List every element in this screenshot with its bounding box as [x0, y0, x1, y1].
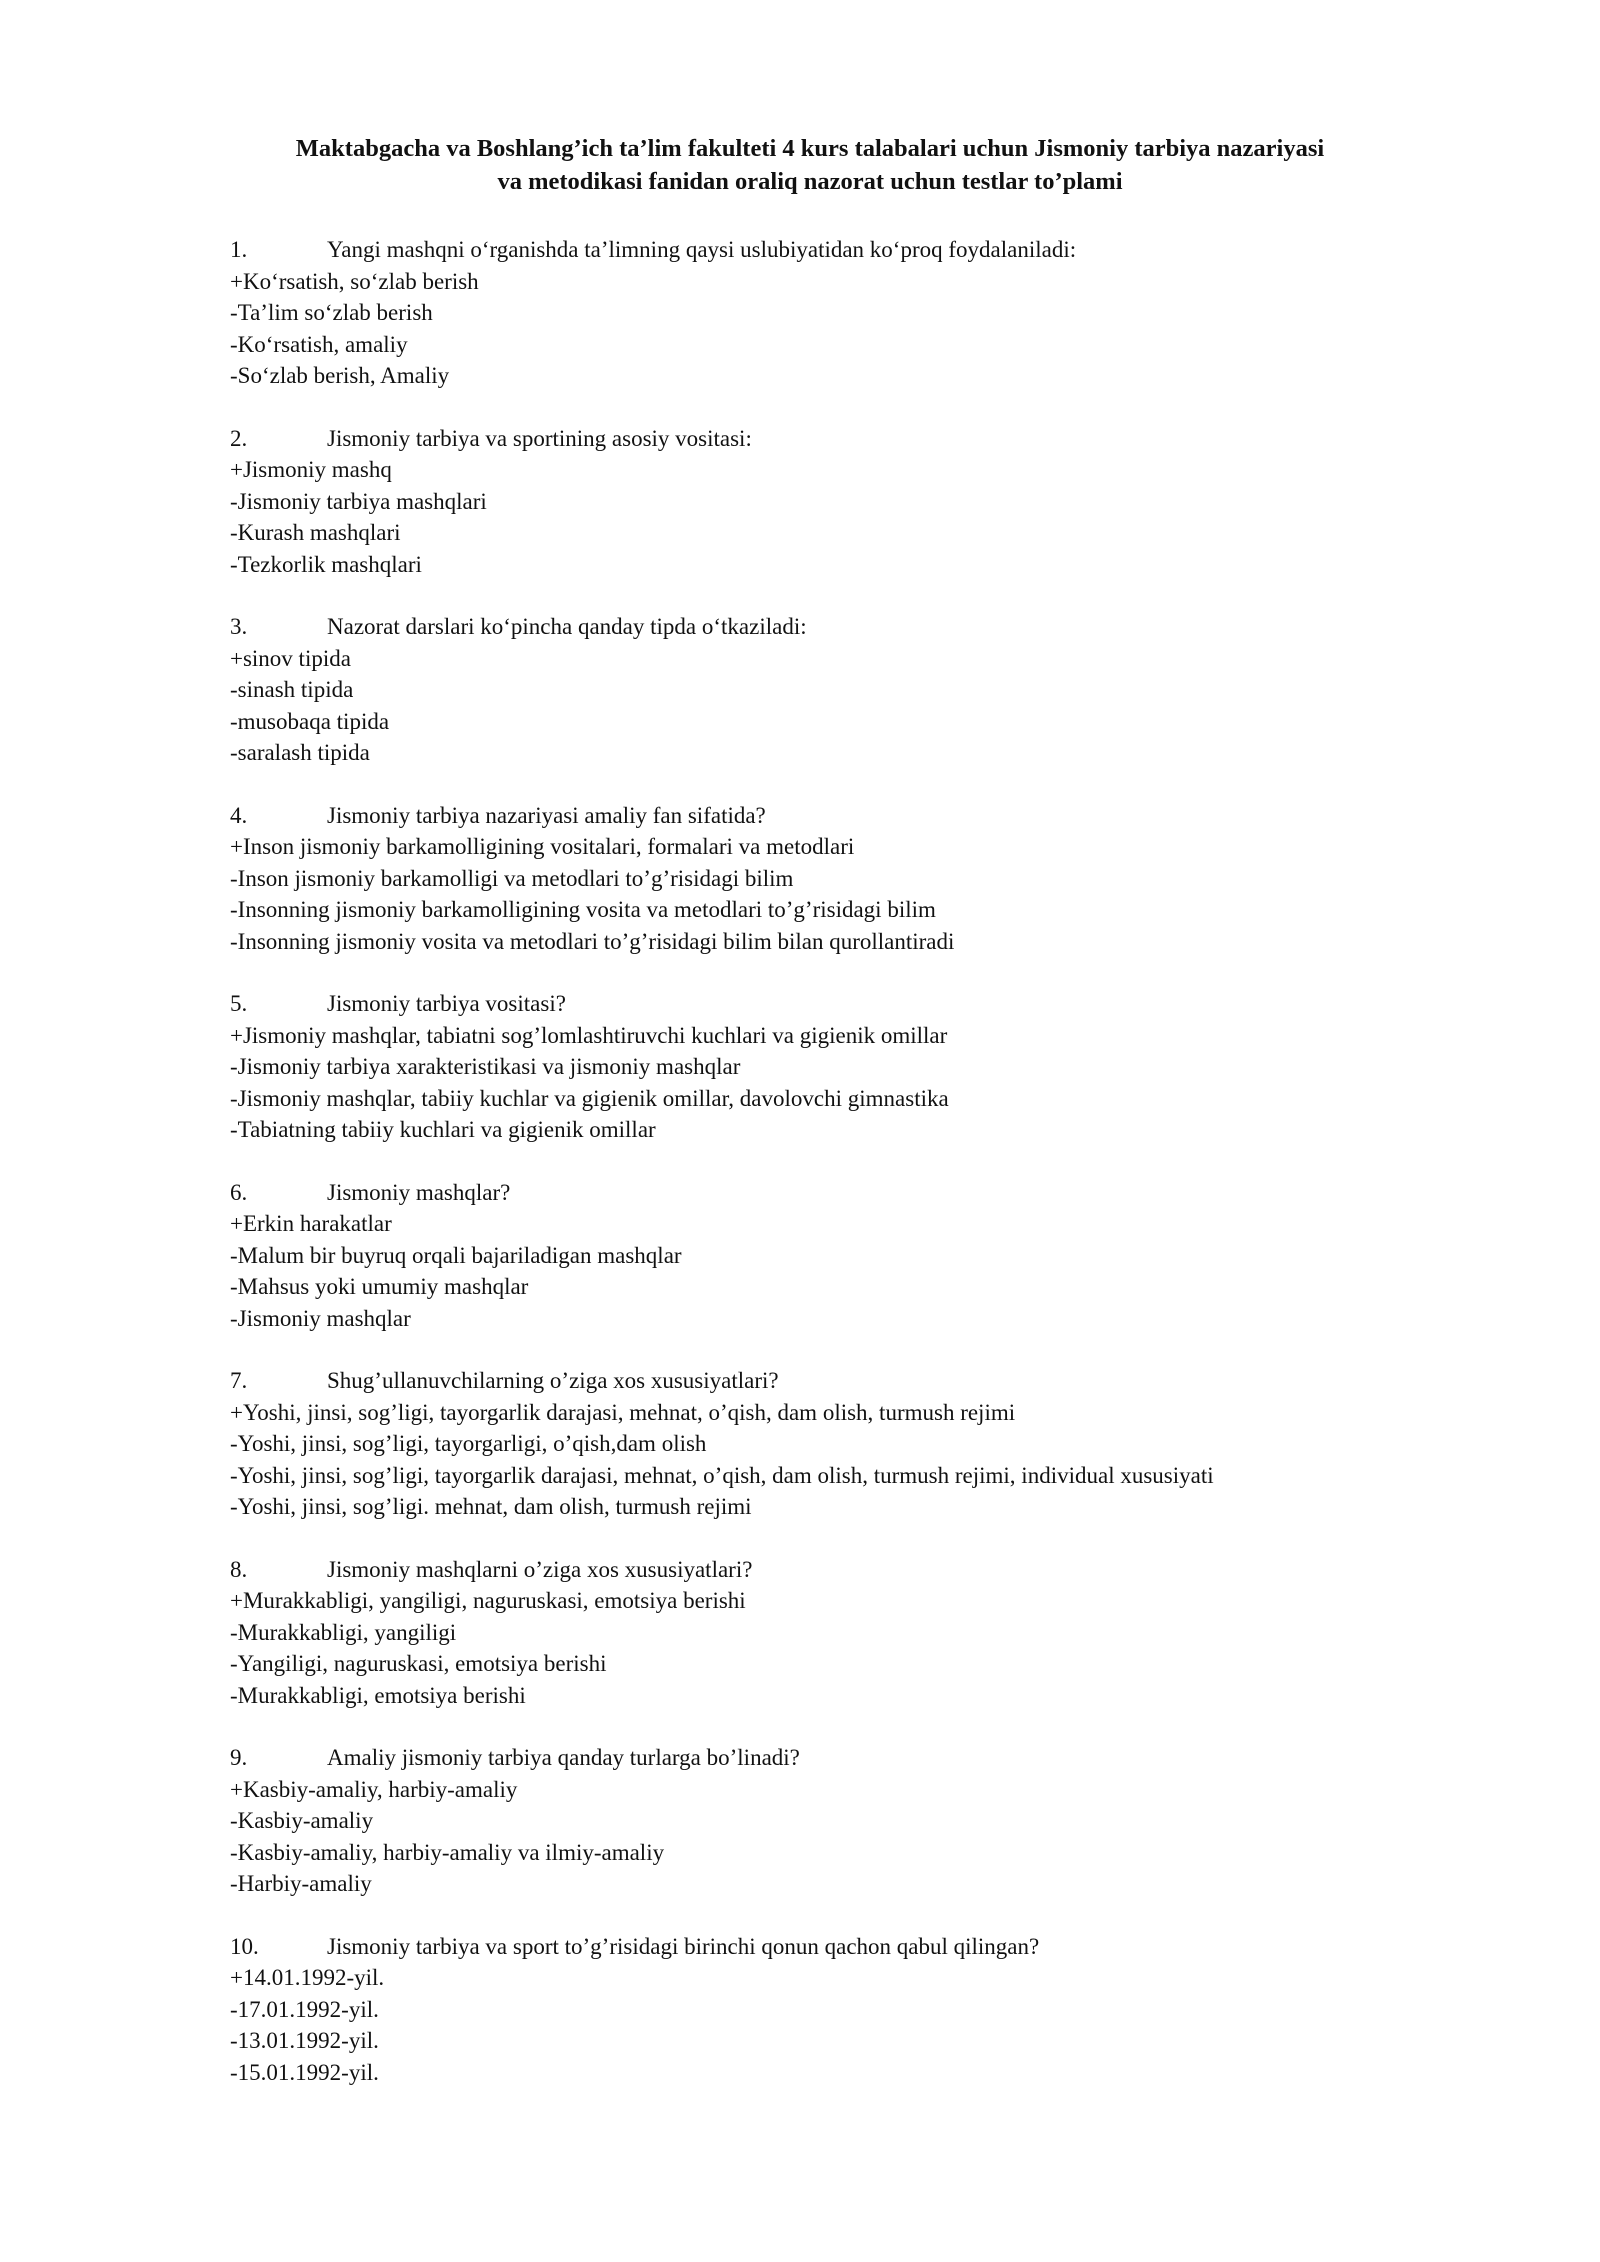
- answer-option: +Inson jismoniy barkamolligining vositalari, formalari va metodlari: [230, 834, 855, 859]
- answer-option: -Mahsus yoki umumiy mashqlar: [230, 1274, 529, 1299]
- question-number: 1.: [230, 237, 248, 262]
- question-number: 9.: [230, 1745, 248, 1770]
- question-text: Nazorat darslari ko‘pincha qanday tipda o‘tkaziladi:: [327, 614, 807, 639]
- answer-option: +14.01.1992-yil.: [230, 1965, 385, 1990]
- question-text: Jismoniy tarbiya va sportining asosiy vositasi:: [327, 425, 752, 451]
- question-list: [230, 234, 1490, 2119]
- answer-option: -Jismoniy mashqlar: [230, 1305, 411, 1331]
- answer-option: -Kurash mashqlari: [230, 520, 401, 545]
- question-number: 5.: [230, 991, 248, 1016]
- answer-option: -Malum bir buyruq orqali bajariladigan mashqlar: [230, 1242, 682, 1268]
- question-item: [230, 1554, 1490, 1712]
- question-text: Amaliy jismoniy tarbiya qanday turlarga bo’linadi?: [327, 1745, 800, 1770]
- answer-option: +Kasbiy-amaliy, harbiy-amaliy: [230, 1776, 518, 1802]
- question-header: [230, 1365, 1490, 1397]
- answer-option: +Jismoniy mashq: [230, 457, 392, 482]
- question-item: [230, 800, 1490, 958]
- question-item: [230, 1742, 1490, 1900]
- answer-option: +Erkin harakatlar: [230, 1211, 392, 1236]
- answer-option: +sinov tipida: [230, 645, 351, 671]
- answer-option: +Jismoniy mashqlar, tabiatni sog’lomlashtiruvchi kuchlari va gigienik omillar: [230, 1022, 948, 1048]
- answer-option: -Murakkabligi, yangiligi: [230, 1619, 457, 1645]
- question-item: [230, 1177, 1490, 1335]
- answer-option: -Kasbiy-amaliy, harbiy-amaliy va ilmiy-amaliy: [230, 1839, 665, 1865]
- question-text: Jismoniy tarbiya va sport to’g’risidagi birinchi qonun qachon qabul qilingan?: [327, 1933, 1040, 1959]
- answer-option: -Jismoniy mashqlar, tabiiy kuchlar va gigienik omillar, davolovchi gimnastika: [230, 1085, 949, 1111]
- title-line-2: va metodikasi fanidan oraliq nazorat uchun testlar to’plami: [497, 168, 1123, 195]
- answer-option: -Inson jismoniy barkamolligi va metodlari to’g’risidagi bilim: [230, 865, 794, 891]
- question-item: [230, 423, 1490, 581]
- answer-option: -Yangiligi, naguruskasi, emotsiya berishi: [230, 1651, 607, 1676]
- question-header: [230, 234, 1490, 266]
- answer-option: -15.01.1992-yil.: [230, 2059, 379, 2085]
- question-item: [230, 1931, 1490, 2089]
- answer-option: -sinash tipida: [230, 677, 354, 702]
- answer-option: +Yoshi, jinsi, sog’ligi, tayorgarlik darajasi, mehnat, o’qish, dam olish, turmush rejimi: [230, 1399, 1016, 1425]
- answer-option: -Yoshi, jinsi, sog’ligi. mehnat, dam olish, turmush rejimi: [230, 1494, 752, 1519]
- question-number: 4.: [230, 802, 248, 828]
- answer-option: -Kasbiy-amaliy: [230, 1808, 374, 1833]
- answer-option: -Tezkorlik mashqlari: [230, 551, 422, 577]
- question-number: 8.: [230, 1556, 248, 1582]
- answer-option: -Insonning jismoniy vosita va metodlari to’g’risidagi bilim bilan qurollantiradi: [230, 928, 955, 954]
- document-title: [190, 132, 1430, 198]
- question-text: Jismoniy mashqlarni o’ziga xos xususiyatlari?: [327, 1556, 753, 1582]
- answer-option: -Jismoniy tarbiya xarakteristikasi va jismoniy mashqlar: [230, 1054, 741, 1079]
- answer-option: -saralash tipida: [230, 740, 370, 765]
- question-header: [230, 1177, 1490, 1209]
- question-number: 2.: [230, 425, 248, 451]
- question-text: Jismoniy tarbiya nazariyasi amaliy fan sifatida?: [327, 802, 766, 828]
- question-item: [230, 611, 1490, 769]
- answer-option: -Yoshi, jinsi, sog’ligi, tayorgarligi, o’qish,dam olish: [230, 1431, 707, 1456]
- question-number: 6.: [230, 1179, 248, 1205]
- answer-option: -13.01.1992-yil.: [230, 2028, 379, 2053]
- answer-option: -Ko‘rsatish, amaliy: [230, 331, 408, 357]
- question-number: 10.: [230, 1933, 259, 1959]
- answer-option: -Ta’lim so‘zlab berish: [230, 300, 433, 325]
- answer-option: -Tabiatning tabiiy kuchlari va gigienik omillar: [230, 1117, 656, 1142]
- question-item: [230, 1365, 1490, 1523]
- title-line-1: Maktabgacha va Boshlang’ich ta’lim fakulteti 4 kurs talabalari uchun Jismoniy tarbiya nazariyasi: [295, 135, 1325, 162]
- answer-option: +Ko‘rsatish, so‘zlab berish: [230, 268, 479, 294]
- answer-option: -17.01.1992-yil.: [230, 1996, 379, 2022]
- question-text: Shug’ullanuvchilarning o’ziga xos xususiyatlari?: [327, 1368, 779, 1393]
- answer-option: -Yoshi, jinsi, sog’ligi, tayorgarlik darajasi, mehnat, o’qish, dam olish, turmush rejimi, individual xususiyati: [230, 1462, 1214, 1488]
- question-item: [230, 234, 1490, 392]
- question-text: Yangi mashqni o‘rganishda ta’limning qaysi uslubiyatidan ko‘proq foydalaniladi:: [327, 237, 1077, 262]
- question-item: [230, 988, 1490, 1146]
- question-header: [230, 423, 1490, 455]
- answer-option: -Insonning jismoniy barkamolligining vosita va metodlari to’g’risidagi bilim: [230, 897, 936, 922]
- question-text: Jismoniy mashqlar?: [327, 1179, 511, 1205]
- question-header: [230, 800, 1490, 832]
- answer-option: -Jismoniy tarbiya mashqlari: [230, 488, 487, 514]
- answer-option: +Murakkabligi, yangiligi, naguruskasi, emotsiya berishi: [230, 1588, 746, 1613]
- question-header: [230, 1931, 1490, 1963]
- question-text: Jismoniy tarbiya vositasi?: [327, 991, 566, 1016]
- question-header: [230, 1554, 1490, 1586]
- answer-option: -Harbiy-amaliy: [230, 1871, 372, 1896]
- question-header: [230, 1742, 1490, 1774]
- answer-option: -musobaqa tipida: [230, 708, 390, 734]
- answer-option: -So‘zlab berish, Amaliy: [230, 363, 450, 388]
- question-number: 7.: [230, 1368, 248, 1393]
- answer-option: -Murakkabligi, emotsiya berishi: [230, 1682, 526, 1708]
- question-header: [230, 611, 1490, 643]
- question-number: 3.: [230, 614, 248, 639]
- question-header: [230, 988, 1490, 1020]
